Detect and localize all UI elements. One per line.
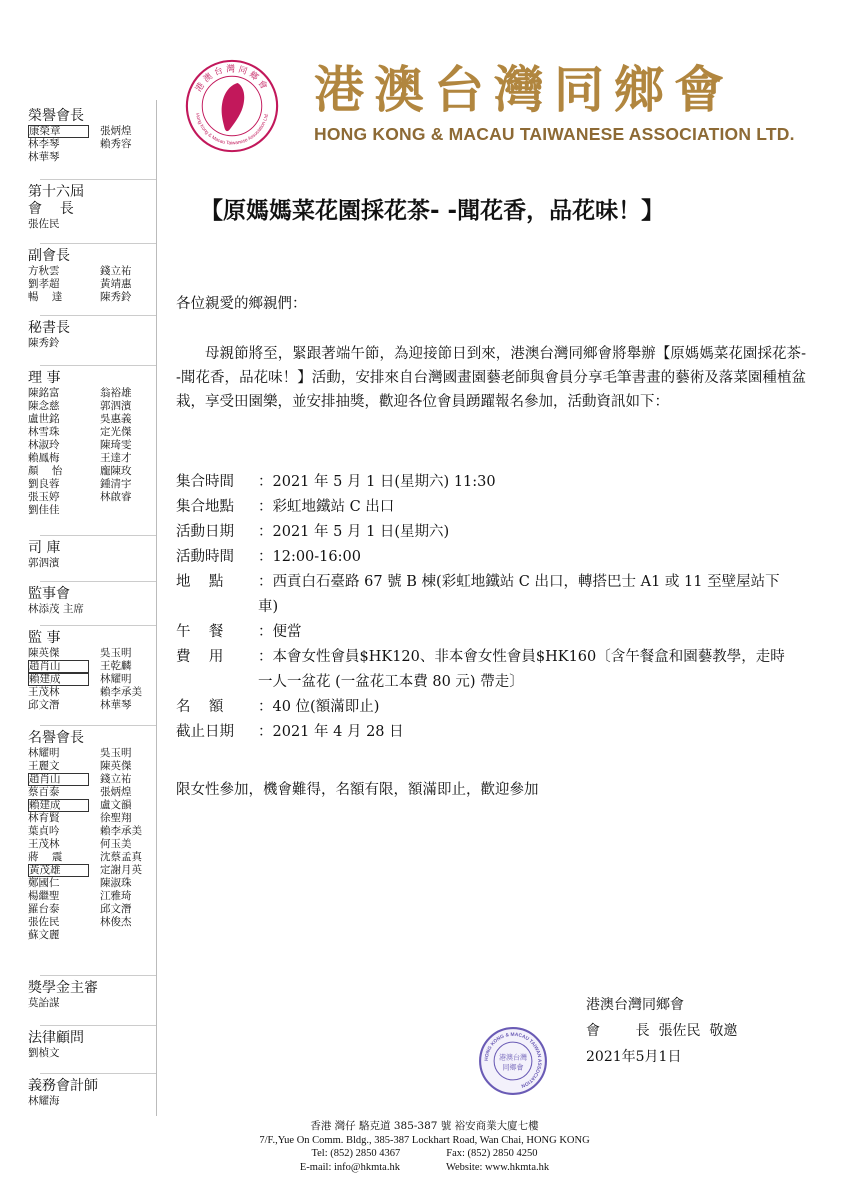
sidebar-section-title: 監 事: [28, 630, 61, 646]
sidebar-section: [28, 184, 158, 231]
sidebar-name: 郭泗濱: [100, 400, 132, 412]
greeting: 各位親愛的鄉親們：: [176, 296, 307, 312]
sidebar-name: 莫詒謀: [28, 997, 60, 1009]
sidebar-name: 定光傑: [100, 426, 132, 438]
sidebar-section-title: 義務會計師: [28, 1078, 98, 1094]
detail-row: [176, 545, 816, 570]
sidebar-name: 賴李承美: [100, 686, 142, 698]
sidebar-name: 吳玉明: [100, 647, 132, 659]
sidebar-name: 趙肖山: [28, 660, 89, 673]
sidebar-separator: [40, 1073, 156, 1074]
seal-ring-text: HONG KONG & MACAU TAIWAN ASSOCIATION: [484, 1032, 542, 1088]
detail-value: ：2021 年 5 月 1 日(星期六): [258, 524, 450, 540]
footer-address-en: 7/F.,Yue On Comm. Bldg., 385-387 Lockhart Road, Wan Chai, HONG KONG: [259, 1134, 590, 1146]
detail-value: ：40 位(額滿即止): [258, 699, 380, 715]
signature-title: 會 長 張佐民 敬邀: [586, 1023, 738, 1039]
sidebar-section-subtitle: 會 長: [28, 201, 74, 217]
sidebar-name: 盧文韻: [100, 799, 132, 811]
sidebar-separator: [40, 179, 156, 180]
detail-value: ：本會女性會員$HK120、非本會女性會員$HK160〔含午餐盒和園藝教學，走時一人一盆花 (一盆花工本費 80 元) 帶走〕: [258, 649, 785, 690]
sidebar-section: [28, 370, 158, 517]
sidebar-name: 陳秀鈴: [100, 291, 132, 303]
closing-note: 限女性參加，機會難得，名額有限，額滿即止，歡迎參加: [176, 782, 539, 798]
sidebar-section: [28, 1078, 158, 1108]
sidebar-name: 王乾麟: [100, 660, 132, 672]
sidebar-name: 鄭國仁: [28, 877, 60, 889]
sidebar-name: 張炳煌: [100, 786, 132, 798]
sidebar-name: 邱文潛: [28, 699, 60, 711]
sidebar-name: 陳英傑: [28, 647, 60, 659]
signature-org: 港澳台灣同鄉會: [586, 997, 684, 1013]
footer-email: E-mail: info@hkmta.hk: [299, 1161, 400, 1173]
detail-row: [176, 695, 816, 720]
sidebar-name: 劉孝超: [28, 278, 60, 290]
detail-label: 截止日期: [176, 724, 234, 740]
sidebar-name: 陳秀鈴: [28, 337, 60, 349]
org-name-en: HONG KONG & MACAU TAIWANESE ASSOCIATION LTD.: [314, 124, 795, 144]
sidebar-name: 蔡百泰: [28, 786, 60, 798]
sidebar-section-title: 理 事: [28, 370, 61, 386]
detail-label: 集合時間: [176, 474, 234, 490]
sidebar-name: 陳銘富: [28, 387, 60, 399]
sidebar-name: 盧世銘: [28, 413, 60, 425]
detail-row: [176, 520, 816, 545]
seal-center-line1: 港澳台灣: [499, 1053, 527, 1062]
sidebar-section: [28, 540, 158, 570]
sidebar-section-title: 法律顧問: [28, 1030, 84, 1046]
seal-center-line2: 同鄉會: [502, 1063, 524, 1072]
signature-block: [586, 992, 737, 1070]
sidebar-name: 林淑玲: [28, 439, 60, 451]
sidebar-name: [100, 929, 160, 942]
sidebar-name: 陳念慈: [28, 400, 60, 412]
sidebar-name: 顏 怡: [28, 465, 63, 477]
sidebar-name: 賴李承美: [100, 825, 142, 837]
detail-label: 地 點: [176, 574, 224, 590]
sidebar-name: 暢 達: [28, 291, 63, 303]
sidebar-name: 鍾清宇: [100, 478, 132, 490]
sidebar-section: [28, 980, 158, 1010]
sidebar-name: [100, 151, 160, 164]
sidebar-section: [28, 248, 158, 304]
sidebar-section-title: 秘書長: [28, 320, 70, 336]
sidebar-name: 劉楨文: [28, 1047, 60, 1059]
logo-ring-cn: 港澳台灣同鄉會: [193, 64, 271, 94]
sidebar-name: 張佐民: [28, 916, 60, 928]
sidebar-name: 林育賢: [28, 812, 60, 824]
sidebar-name: 林啟睿: [100, 491, 132, 503]
sidebar-name: 沈蔡孟真: [100, 851, 142, 863]
sidebar-name: 林雪珠: [28, 426, 60, 438]
sidebar-name: 劉佳佳: [28, 504, 60, 516]
detail-row: [176, 645, 816, 695]
sidebar-name: 錢立祐: [100, 773, 132, 785]
sidebar-name: 羅台泰: [28, 903, 60, 915]
detail-value: ：彩虹地鐵站 C 出口: [258, 499, 395, 515]
detail-label: 活動日期: [176, 524, 234, 540]
sidebar-name: 陳琦雯: [100, 439, 132, 451]
association-seal-stamp: [478, 1026, 548, 1096]
sidebar-name: 方秋雲: [28, 265, 60, 277]
sidebar-section-title: 第十六屆: [28, 184, 84, 200]
sidebar-separator: [40, 535, 156, 536]
sidebar-name: 龐陳玫: [100, 465, 132, 477]
intro-paragraph: 母親節將至，緊跟著端午節，為迎接節日到來，港澳台灣同鄉會將舉辦【原媽媽菜花園採花茶- -聞花香，品花味！】活動，安排來自台灣國畫園藝老師與會員分享毛筆書畫的藝術及落菜園種植盆栽，享受田園樂，並安排抽獎，歡迎各位會員踴躍報名參加，活動資訊如下：: [176, 346, 806, 410]
association-logo: [184, 58, 280, 154]
detail-label: 名 額: [176, 699, 224, 715]
sidebar-name: 吳惠義: [100, 413, 132, 425]
sidebar-section: [28, 730, 158, 942]
detail-row: [176, 495, 816, 520]
sidebar-name: 賴鳳梅: [28, 452, 60, 464]
detail-label: 午 餐: [176, 624, 224, 640]
sidebar-separator: [40, 975, 156, 976]
sidebar-name: 趙肖山: [28, 773, 89, 786]
sidebar-name: 錢立祐: [100, 265, 132, 277]
sidebar-name: 林華琴: [100, 699, 132, 711]
sidebar-name: 林添茂 主席: [28, 603, 84, 615]
detail-value: ：便當: [258, 624, 302, 640]
sidebar-section: [28, 586, 158, 616]
footer-website: Website: www.hkmta.hk: [445, 1161, 550, 1173]
sidebar-name: 林耀海: [28, 1095, 60, 1107]
sidebar-name: 張炳煌: [100, 125, 132, 137]
sidebar-separator: [40, 365, 156, 366]
sidebar-name: 賴秀容: [100, 138, 132, 150]
sidebar-name: 郭泗濱: [28, 557, 60, 569]
sidebar-section-title: 榮譽會長: [28, 108, 84, 124]
event-details: [176, 470, 816, 745]
sidebar-section-title: 獎學金主審: [28, 980, 98, 996]
sidebar-name: 葉貞吟: [28, 825, 60, 837]
sidebar-name: 王達才: [100, 452, 132, 464]
sidebar-name: 徐聖翔: [100, 812, 132, 824]
sidebar-name: 黃靖惠: [100, 278, 132, 290]
sidebar-section-title: 司 庫: [28, 540, 61, 556]
sidebar-section-title: 監事會: [28, 586, 70, 602]
footer-tel: Tel: (852) 2850 4367: [311, 1148, 401, 1159]
sidebar-name: 賴建成: [28, 799, 89, 812]
detail-row: [176, 470, 816, 495]
sidebar-name: 林華琴: [28, 151, 60, 163]
sidebar-name: [100, 504, 160, 517]
sidebar-name: 何玉美: [100, 838, 132, 850]
sidebar-name: 陳淑珠: [100, 877, 132, 889]
sidebar-name: 張玉婷: [28, 491, 60, 503]
sidebar-name: 張佐民: [28, 218, 60, 230]
sidebar-name: 賴建成: [28, 673, 89, 686]
sidebar-name: 林耀明: [100, 673, 132, 685]
sidebar-section: [28, 1030, 158, 1060]
sidebar-section: [28, 108, 158, 164]
footer-contact: [0, 1120, 849, 1174]
sidebar-name: 劉良蓉: [28, 478, 60, 490]
sidebar-name: 蘇文麗: [28, 929, 60, 941]
sidebar-name: 林俊杰: [100, 916, 132, 928]
detail-value: ：12:00-16:00: [258, 549, 361, 565]
sidebar-name: 林耀明: [28, 747, 60, 759]
sidebar-name: 陳英傑: [100, 760, 132, 772]
sidebar-name: 林李琴: [28, 138, 60, 150]
footer-address-cn: 香港 灣仔 駱克道 385-387 號 裕安商業大廈七樓: [310, 1120, 539, 1132]
sidebar-separator: [40, 625, 156, 626]
sidebar-separator: [40, 315, 156, 316]
sidebar-section: [28, 320, 158, 350]
sidebar-name: 翁裕雄: [100, 387, 132, 399]
detail-row: [176, 720, 816, 745]
officer-sidebar: [20, 100, 160, 1116]
sidebar-section-title: 副會長: [28, 248, 70, 264]
signature-date: 2021年5月1日: [586, 1049, 682, 1065]
sidebar-name: 王麗文: [28, 760, 60, 772]
sidebar-separator: [40, 581, 156, 582]
detail-value: ：西貢白石臺路 67 號 B 棟(彩虹地鐵站 C 出口，轉搭巴士 A1 或 11 至壁屋站下車): [258, 574, 780, 615]
detail-row: [176, 570, 816, 620]
sidebar-name: 蔣 震: [28, 851, 63, 863]
detail-label: 集合地點: [176, 499, 234, 515]
logo-ring-en: Hong Kong & Macau Taiwanese Association Ltd.: [193, 112, 271, 147]
sidebar-name: 王茂林: [28, 686, 60, 698]
sidebar-name: 黃茂雄: [28, 864, 89, 877]
footer-fax: Fax: (852) 2850 4250: [446, 1148, 538, 1159]
sidebar-name: 楊繼聖: [28, 890, 60, 902]
org-name-cn: 港澳台灣同鄉會: [314, 60, 734, 119]
detail-label: 費 用: [176, 649, 224, 665]
detail-row: [176, 620, 816, 645]
detail-value: ：2021 年 5 月 1 日(星期六) 11:30: [258, 474, 496, 490]
detail-value: ：2021 年 4 月 28 日: [258, 724, 404, 740]
sidebar-separator: [40, 1025, 156, 1026]
taiwan-island-icon: [222, 83, 245, 131]
sidebar-name: 邱文潛: [100, 903, 132, 915]
sidebar-name: 江雅琦: [100, 890, 132, 902]
sidebar-name: 定謝月英: [100, 864, 142, 876]
event-title: 【原媽媽菜花園採花茶- -聞花香，品花味！】: [200, 198, 665, 224]
sidebar-name: 王茂林: [28, 838, 60, 850]
sidebar-separator: [40, 243, 156, 244]
sidebar-separator: [40, 725, 156, 726]
sidebar-section-title: 名譽會長: [28, 730, 84, 746]
sidebar-name: 康榮章: [28, 125, 89, 138]
sidebar-section: [28, 630, 158, 712]
sidebar-name: 吳玉明: [100, 747, 132, 759]
detail-label: 活動時間: [176, 549, 234, 565]
